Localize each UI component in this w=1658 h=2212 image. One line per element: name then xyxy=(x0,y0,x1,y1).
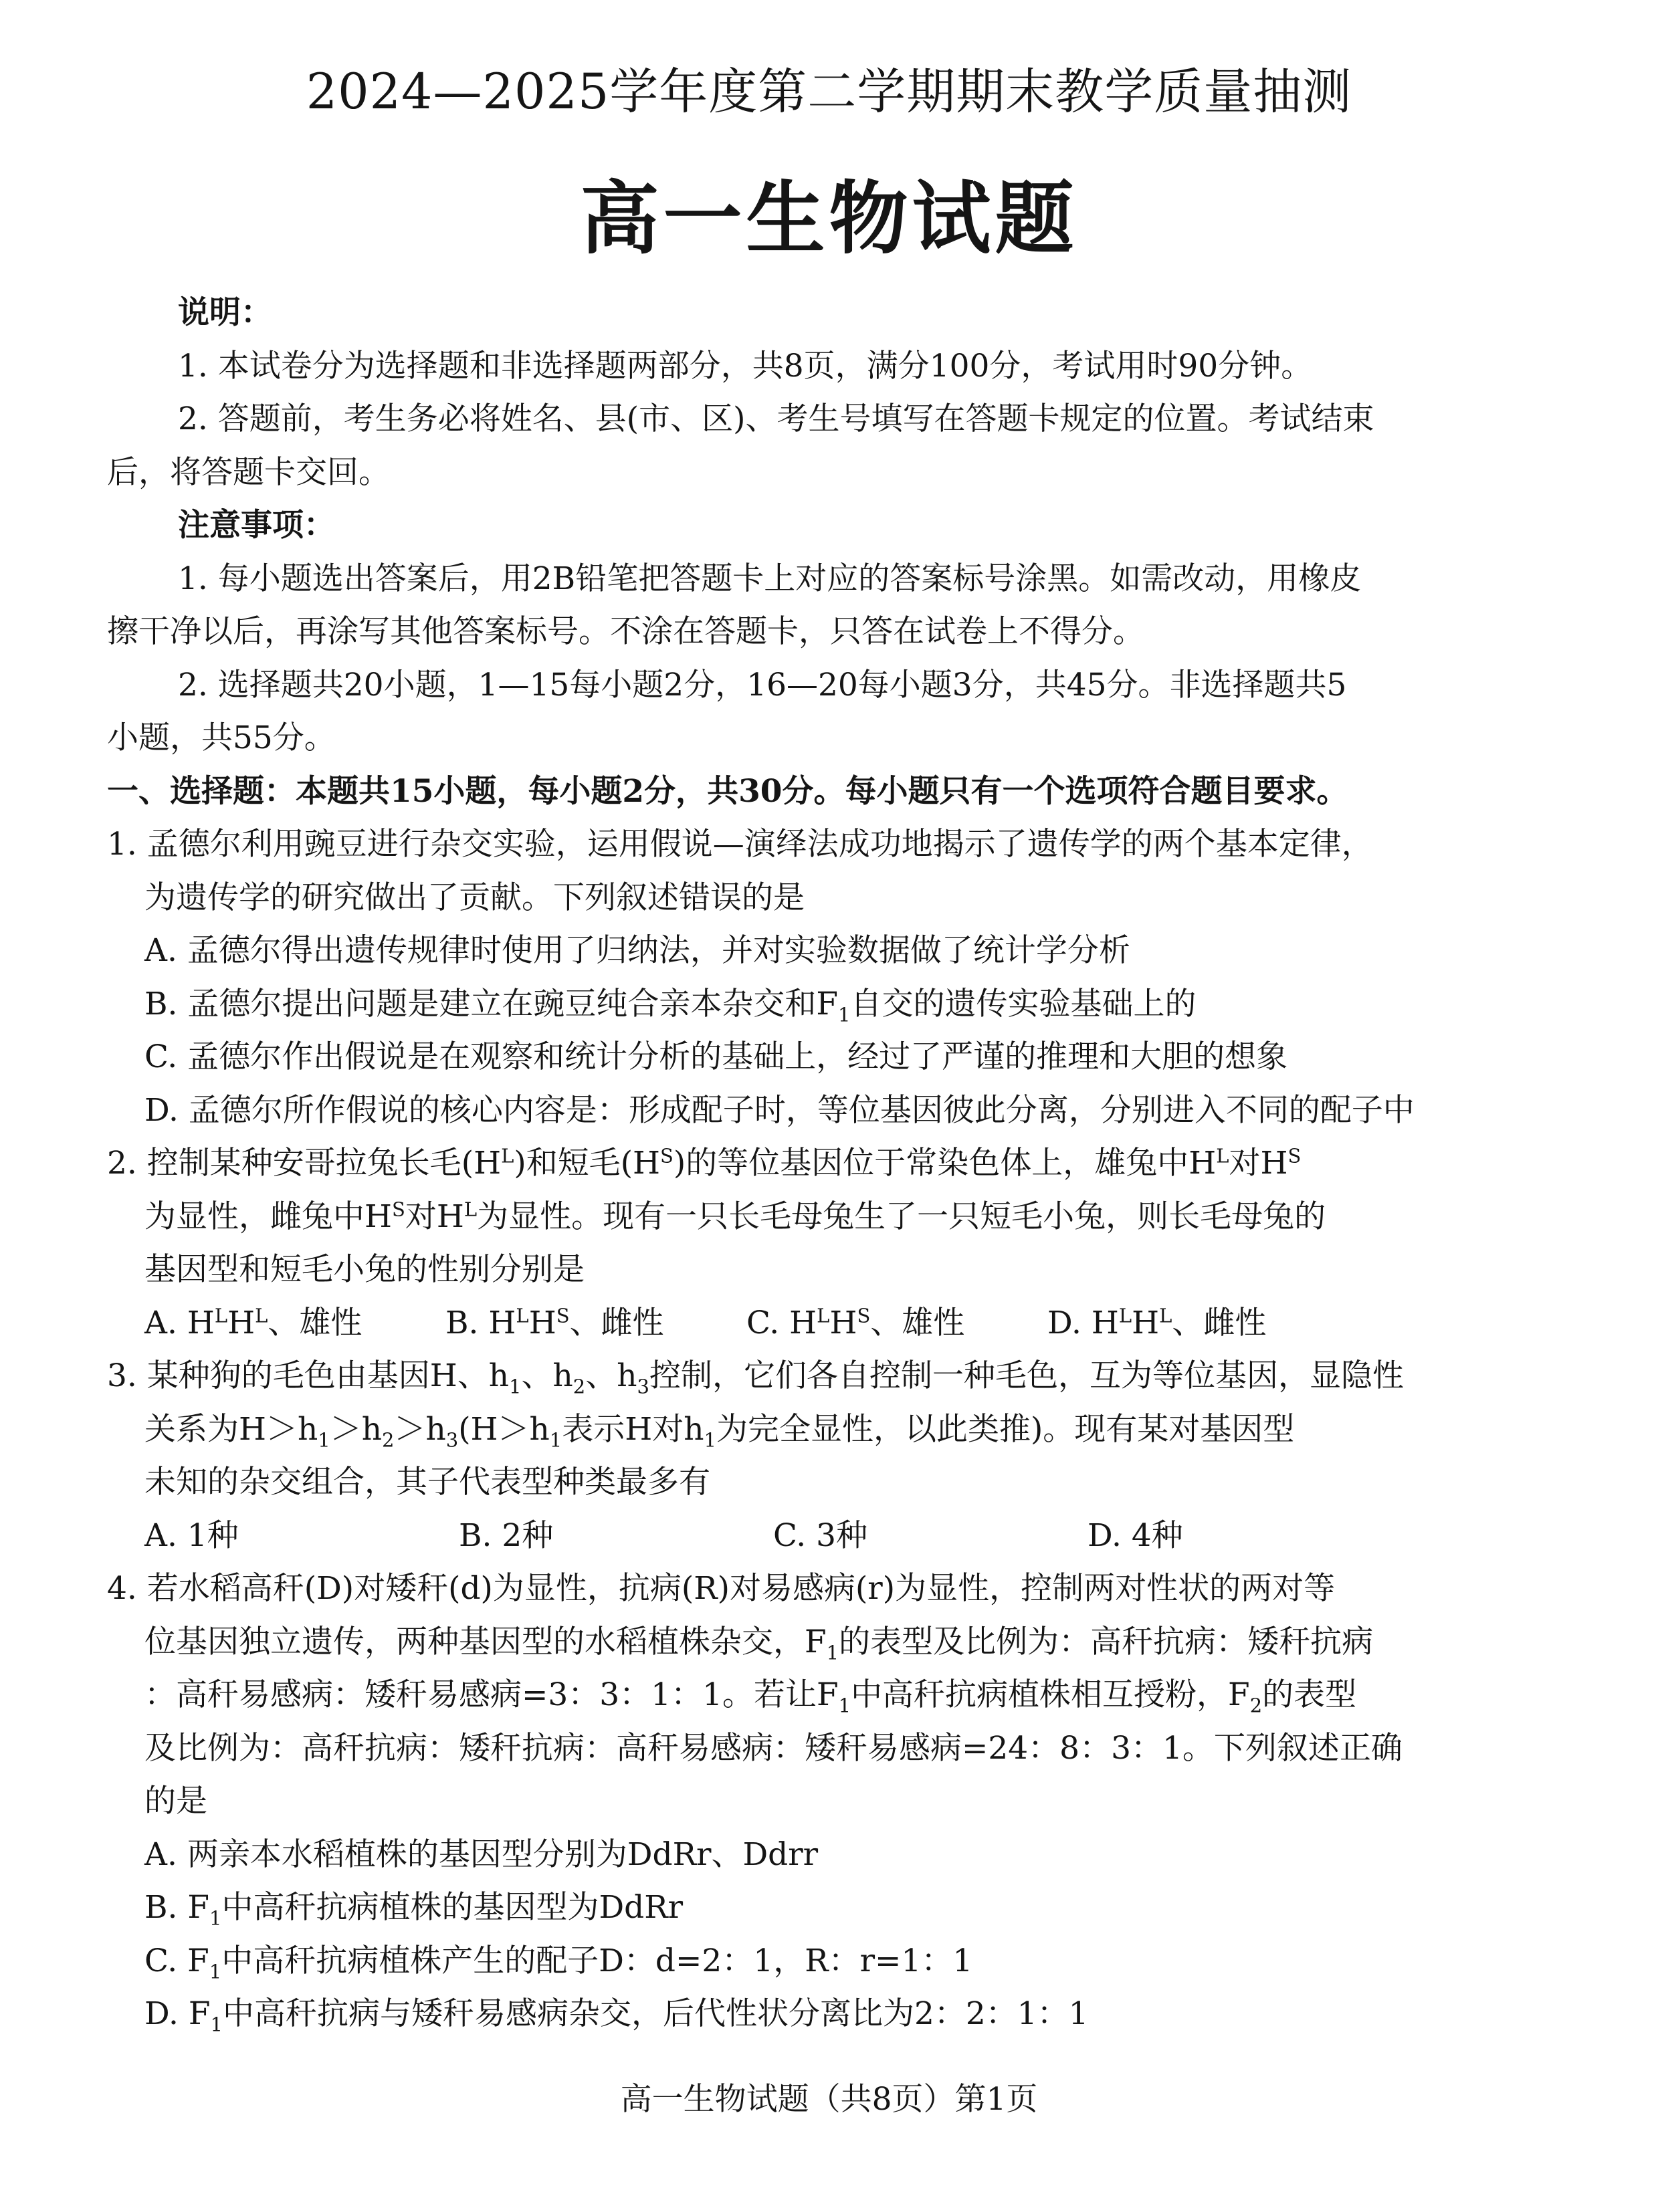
q1-option-a: A. 孟德尔得出遗传规律时使用了归纳法，并对实验数据做了统计学分析 xyxy=(144,932,1130,969)
q3-text: (H＞h xyxy=(458,1410,550,1448)
q1-option-c: C. 孟德尔作出假说是在观察和统计分析的基础上，经过了严谨的推理和大胆的想象 xyxy=(144,1038,1288,1075)
q3-text: 3. 某种狗的毛色由基因H、h xyxy=(107,1357,510,1394)
q4-text: ：高秆易感病：矮秆易感病=3：3：1：1。若让F xyxy=(144,1676,839,1713)
q2-option-sex: 、雌性 xyxy=(569,1304,664,1341)
q2-sup: L xyxy=(255,1303,268,1327)
instructions-heading: 说明： xyxy=(178,294,272,331)
q2-sup: L xyxy=(1118,1303,1132,1327)
q2-option-c xyxy=(746,1297,1047,1350)
q3-text: 、h xyxy=(585,1357,637,1394)
q2-text: )的等位基因位于常染色体上，雄兔中H xyxy=(673,1145,1217,1182)
q3-stem-line-3: 未知的杂交组合，其子代表型种类最多有 xyxy=(144,1464,710,1501)
q2-gene: H xyxy=(1091,1304,1119,1341)
q2-stem-line-2 xyxy=(107,1190,1478,1244)
q4-sub: 1 xyxy=(209,1906,222,1930)
q4-stem-line-2 xyxy=(107,1616,1478,1669)
q2-option-b xyxy=(445,1297,746,1350)
q3-stem-line-1 xyxy=(107,1349,1478,1403)
q4-sub: 1 xyxy=(209,1959,222,1983)
q3-sub: 2 xyxy=(382,1428,395,1451)
q2-text: 为显性，雌兔中H xyxy=(144,1198,392,1235)
q1-option-b xyxy=(107,978,1478,1031)
q3-sub: 1 xyxy=(509,1375,522,1398)
q2-sup: L xyxy=(463,1197,478,1220)
q2-options xyxy=(107,1297,1478,1350)
note-item-1-line-1: 1. 每小题选出答案后，用2B铅笔把答题卡上对应的答案标号涂黑。如需改动，用橡皮 xyxy=(178,560,1362,597)
q2-sup: L xyxy=(1159,1303,1172,1327)
q2-option-d xyxy=(1047,1297,1348,1350)
q4-text: 中高秆抗病植株相互授粉，F xyxy=(851,1676,1250,1713)
q4-sub: 1 xyxy=(838,1694,851,1717)
q4-stem-line-4: 及比例为：高秆抗病：矮秆抗病：高秆易感病：矮秆易感病=24：8：3：1。下列叙述正确 xyxy=(144,1729,1403,1767)
q1-stem-line-1: 1. 孟德尔利用豌豆进行杂交实验，运用假说—演绎法成功地揭示了遗传学的两个基本定律， xyxy=(107,826,1373,863)
q2-sup: L xyxy=(214,1303,228,1327)
q3-option-d: D. 4种 xyxy=(1087,1517,1183,1554)
note-item-2-line-1: 2. 选择题共20小题，1—15每小题2分，16—20每小题3分，共45分。非选择题共5 xyxy=(178,666,1347,703)
q2-gene: H xyxy=(789,1304,817,1341)
q2-gene: H xyxy=(829,1304,857,1341)
q2-option-label: D. xyxy=(1047,1304,1092,1341)
subject-title: 高一生物试题 xyxy=(580,172,1078,265)
q3-text: 关系为H＞h xyxy=(144,1410,318,1448)
q1-option-b-sub: 1 xyxy=(838,1002,851,1026)
q2-option-label: B. xyxy=(445,1304,489,1341)
q2-gene: H xyxy=(187,1304,215,1341)
q2-text: 为显性。现有一只长毛母兔生了一只短毛小兔，则长毛母兔的 xyxy=(477,1198,1326,1235)
q1-option-b-text: B. 孟德尔提出问题是建立在豌豆纯合亲本杂交和F xyxy=(144,985,839,1022)
q3-options xyxy=(107,1509,1478,1563)
q4-stem-line-1: 4. 若水稻高秆(D)对矮秆(d)为显性，抗病(R)对易感病(r)为显性，控制两对性状的两对等 xyxy=(107,1570,1336,1607)
q3-option-b: B. 2种 xyxy=(459,1517,554,1554)
q4-text: D. F xyxy=(144,1995,211,2032)
instruction-item-1: 1. 本试卷分为选择题和非选择题两部分，共8页，满分100分，考试用时90分钟。 xyxy=(178,347,1313,384)
q2-sup: S xyxy=(556,1303,570,1327)
q1-option-b-rest: 自交的遗传实验基础上的 xyxy=(850,985,1197,1022)
q2-text: 2. 控制某种安哥拉兔长毛(H xyxy=(107,1145,502,1182)
q2-option-sex: 、雄性 xyxy=(870,1304,965,1341)
q4-text: 位基因独立遗传，两种基因型的水稻植株杂交，F xyxy=(144,1623,827,1660)
q2-option-sex: 、雄性 xyxy=(268,1304,362,1341)
q3-text: ＞h xyxy=(394,1410,446,1448)
q2-stem-line-3: 基因型和短毛小兔的性别分别是 xyxy=(144,1251,585,1288)
q3-option-a: A. 1种 xyxy=(144,1517,239,1554)
q4-text: 中高秆抗病植株产生的配子D：d=2：1，R：r=1：1 xyxy=(221,1942,973,1979)
q2-sup: S xyxy=(1287,1144,1302,1168)
page-footer: 高一生物试题（共8页）第1页 xyxy=(620,2081,1038,2118)
q4-option-b xyxy=(107,1881,1478,1934)
q4-stem-line-5: 的是 xyxy=(144,1783,207,1819)
q2-option-sex: 、雌性 xyxy=(1172,1304,1267,1341)
q2-text: 对H xyxy=(1229,1145,1288,1182)
q4-text: 中高秆抗病与矮秆易感病杂交，后代性状分离比为2：2：1：1 xyxy=(222,1995,1089,2032)
q3-option-c: C. 3种 xyxy=(773,1517,868,1554)
instruction-item-2-line-1: 2. 答题前，考生务必将姓名、县(市、区)、考生号填写在答题卡规定的位置。考试结束 xyxy=(178,401,1374,437)
q4-option-a: A. 两亲本水稻植株的基因型分别为DdRr、Ddrr xyxy=(144,1836,819,1873)
exam-title: 2024—2025学年度第二学期期末教学质量抽测 xyxy=(306,64,1352,120)
q2-option-label: C. xyxy=(746,1304,790,1341)
q2-gene: H xyxy=(227,1304,255,1341)
q2-sup: S xyxy=(857,1303,871,1327)
q2-option-label: A. xyxy=(144,1304,187,1341)
q3-sub: 1 xyxy=(549,1428,562,1451)
q2-sup: S xyxy=(660,1144,673,1168)
note-item-1-line-2: 擦干净以后，再涂写其他答案标号。不涂在答题卡，只答在试卷上不得分。 xyxy=(107,613,1144,650)
q4-text: 中高秆抗病植株的基因型为DdRr xyxy=(221,1889,684,1926)
q3-sub: 3 xyxy=(445,1428,459,1451)
q4-stem-line-3 xyxy=(107,1668,1478,1722)
q2-sup: L xyxy=(1216,1144,1229,1168)
q2-option-a xyxy=(144,1297,445,1350)
q3-sub: 1 xyxy=(704,1428,716,1451)
q1-stem-line-2: 为遗传学的研究做出了贡献。下列叙述错误的是 xyxy=(144,879,805,916)
q3-stem-line-2 xyxy=(107,1403,1478,1456)
q2-gene: H xyxy=(1132,1304,1160,1341)
q3-sub: 2 xyxy=(573,1375,586,1398)
section-1-heading: 一、选择题：本题共15小题，每小题2分，共30分。每小题只有一个选项符合题目要求。 xyxy=(107,772,1348,810)
q4-text: 的表型 xyxy=(1262,1676,1357,1713)
q4-option-c xyxy=(107,1934,1478,1988)
q2-sup: S xyxy=(392,1197,405,1220)
q2-gene: H xyxy=(528,1304,556,1341)
q4-sub: 1 xyxy=(210,2013,223,2036)
q2-sup: L xyxy=(817,1303,830,1327)
q3-text: 控制，它们各自控制一种毛色，互为等位基因，显隐性 xyxy=(649,1357,1404,1394)
q4-sub: 1 xyxy=(826,1640,839,1664)
q4-text: C. F xyxy=(144,1942,209,1979)
q2-text: 对H xyxy=(405,1198,464,1235)
q3-text: ＞h xyxy=(330,1410,382,1448)
instruction-item-2-line-2: 后，将答题卡交回。 xyxy=(107,453,390,491)
q3-text: 、h xyxy=(521,1357,573,1394)
q2-stem-line-1 xyxy=(107,1137,1478,1190)
q2-text: )和短毛(H xyxy=(514,1145,661,1182)
q2-sup: L xyxy=(516,1303,529,1327)
q3-text: 为完全显性，以此类推)。现有某对基因型 xyxy=(716,1410,1295,1448)
q1-option-d: D. 孟德尔所作假说的核心内容是：形成配子时，等位基因彼此分离，分别进入不同的配子中 xyxy=(144,1091,1415,1129)
q4-option-d xyxy=(107,1987,1478,2041)
q2-gene: H xyxy=(488,1304,516,1341)
q3-text: 表示H对h xyxy=(562,1410,704,1448)
q3-sub: 1 xyxy=(318,1428,330,1451)
exam-content xyxy=(107,286,1478,2041)
q2-sup: L xyxy=(501,1144,514,1168)
note-item-2-line-2: 小题，共55分。 xyxy=(107,720,336,756)
q3-sub: 3 xyxy=(637,1375,649,1398)
q4-sub: 2 xyxy=(1249,1694,1263,1717)
q4-text: B. F xyxy=(144,1889,210,1926)
notes-heading: 注意事项： xyxy=(178,507,335,544)
q4-text: 的表型及比例为：高秆抗病：矮秆抗病 xyxy=(839,1623,1374,1660)
